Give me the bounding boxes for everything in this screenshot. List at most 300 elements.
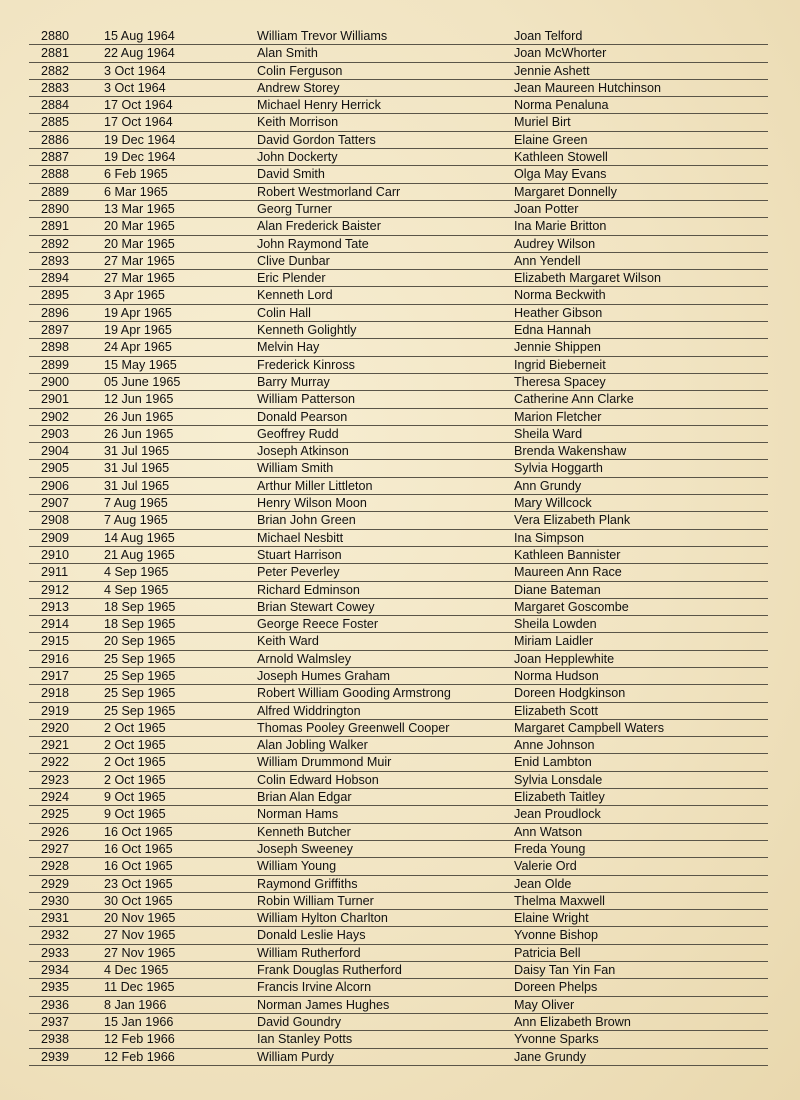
groom-name: Donald Leslie Hays (257, 928, 366, 943)
marriage-date: 31 Jul 1965 (104, 478, 170, 493)
marriage-date: 13 Mar 1965 (104, 201, 175, 216)
bride-name: Sheila Ward (514, 426, 583, 441)
table-row (29, 114, 768, 131)
bride-name: Jane Grundy (514, 1049, 587, 1064)
groom-name: Keith Ward (257, 634, 319, 649)
table-row (29, 305, 768, 322)
marriage-date: 30 Oct 1965 (104, 893, 173, 908)
marriage-date: 25 Sep 1965 (104, 668, 176, 683)
bride-name: Ina Simpson (514, 530, 585, 545)
bride-name: Ann Watson (514, 824, 583, 839)
bride-name: Olga May Evans (514, 167, 607, 182)
entry-number: 2880 (41, 29, 70, 43)
table-row (29, 166, 768, 183)
bride-name: Diane Bateman (514, 582, 601, 597)
table-row (29, 253, 768, 270)
marriage-register-table (29, 28, 768, 1066)
groom-name: Barry Murray (257, 374, 330, 389)
marriage-date: 16 Oct 1965 (104, 859, 173, 874)
bride-name: Daisy Tan Yin Fan (514, 963, 616, 978)
marriage-date: 8 Jan 1966 (104, 997, 167, 1012)
bride-name: Heather Gibson (514, 305, 603, 320)
groom-name: Henry Wilson Moon (257, 496, 367, 511)
table-row (29, 979, 768, 996)
bride-name: Enid Lambton (514, 755, 592, 770)
bride-name: Joan Potter (514, 201, 579, 216)
entry-number: 2931 (41, 911, 70, 926)
groom-name: Georg Turner (257, 201, 332, 216)
groom-name: Stuart Harrison (257, 547, 342, 562)
groom-name: Joseph Atkinson (257, 444, 349, 459)
groom-name: Michael Nesbitt (257, 530, 344, 545)
groom-name: Joseph Sweeney (257, 841, 353, 856)
groom-name: Norman Hams (257, 807, 339, 822)
bride-name: Valerie Ord (514, 859, 577, 874)
bride-name: Ina Marie Britton (514, 219, 607, 234)
groom-name: Norman James Hughes (257, 997, 390, 1012)
marriage-date: 21 Aug 1965 (104, 547, 175, 562)
bride-name: Marion Fletcher (514, 409, 602, 424)
bride-name: Brenda Wakenshaw (514, 444, 627, 459)
groom-name: William Patterson (257, 392, 355, 407)
bride-name: Kathleen Bannister (514, 547, 621, 562)
groom-name: Melvin Hay (257, 340, 320, 355)
entry-number: 2884 (41, 98, 70, 113)
groom-name: Alan Jobling Walker (257, 738, 368, 753)
bride-name: Muriel Birt (514, 115, 571, 130)
groom-name: Alan Frederick Baister (257, 219, 381, 234)
entry-number: 2881 (41, 46, 70, 61)
entry-number: 2918 (41, 686, 70, 701)
groom-name: Ian Stanley Potts (257, 1032, 353, 1047)
groom-name: William Purdy (257, 1049, 334, 1064)
table-row (29, 616, 768, 633)
marriage-date: 20 Nov 1965 (104, 911, 176, 926)
entry-number: 2911 (41, 565, 69, 580)
groom-name: Robert William Gooding Armstrong (257, 686, 451, 701)
table-row (29, 858, 768, 875)
bride-name: Sylvia Hoggarth (514, 461, 603, 476)
bride-name: Norma Hudson (514, 668, 599, 683)
marriage-date: 6 Mar 1965 (104, 184, 168, 199)
entry-number: 2924 (41, 790, 70, 805)
entry-number: 2893 (41, 253, 70, 268)
table-row (29, 633, 768, 650)
entry-number: 2894 (41, 271, 70, 286)
marriage-date: 25 Sep 1965 (104, 686, 176, 701)
marriage-date: 22 Aug 1964 (104, 46, 175, 61)
table-row (29, 997, 768, 1014)
groom-name: Keith Morrison (257, 115, 339, 130)
entry-number: 2927 (41, 841, 70, 856)
bride-name: Catherine Ann Clarke (514, 392, 634, 407)
marriage-date: 18 Sep 1965 (104, 617, 176, 632)
bride-name: Freda Young (514, 841, 586, 856)
bride-name: Vera Elizabeth Plank (514, 513, 631, 528)
marriage-date: 05 June 1965 (104, 374, 181, 389)
groom-name: Donald Pearson (257, 409, 348, 424)
table-row (29, 737, 768, 754)
table-row (29, 478, 768, 495)
entry-number: 2909 (41, 530, 70, 545)
entry-number: 2939 (41, 1049, 70, 1064)
entry-number: 2898 (41, 340, 70, 355)
bride-name: Margaret Campbell Waters (514, 720, 665, 735)
groom-name: Frank Douglas Rutherford (257, 963, 402, 978)
table-row (29, 582, 768, 599)
table-row (29, 236, 768, 253)
marriage-date: 20 Mar 1965 (104, 219, 175, 234)
marriage-date: 4 Dec 1965 (104, 963, 169, 978)
entry-number: 2904 (41, 444, 70, 459)
table-row (29, 1049, 768, 1066)
table-row (29, 789, 768, 806)
entry-number: 2930 (41, 893, 70, 908)
marriage-date: 7 Aug 1965 (104, 513, 168, 528)
marriage-date: 15 May 1965 (104, 357, 177, 372)
bride-name: Sheila Lowden (514, 617, 597, 632)
table-row (29, 841, 768, 858)
table-row (29, 45, 768, 62)
bride-name: Elaine Wright (514, 911, 589, 926)
bride-name: Yvonne Bishop (514, 928, 599, 943)
entry-number: 2892 (41, 236, 70, 251)
table-row (29, 357, 768, 374)
entry-number: 2903 (41, 426, 70, 441)
groom-name: Kenneth Butcher (257, 824, 351, 839)
entry-number: 2936 (41, 997, 70, 1012)
groom-name: Clive Dunbar (257, 253, 330, 268)
groom-name: George Reece Foster (257, 617, 379, 632)
entry-number: 2902 (41, 409, 70, 424)
groom-name: William Rutherford (257, 945, 361, 960)
entry-number: 2887 (41, 150, 70, 165)
groom-name: William Hylton Charlton (257, 911, 388, 926)
groom-name: Colin Ferguson (257, 63, 343, 78)
table-row (29, 962, 768, 979)
entry-number: 2905 (41, 461, 70, 476)
groom-name: William Smith (257, 461, 334, 476)
groom-name: Brian John Green (257, 513, 356, 528)
groom-name: John Dockerty (257, 150, 338, 165)
groom-name: Thomas Pooley Greenwell Cooper (257, 720, 450, 735)
groom-name: Robin William Turner (257, 893, 374, 908)
marriage-date: 12 Feb 1966 (104, 1049, 175, 1064)
table-row (29, 322, 768, 339)
table-row (29, 530, 768, 547)
marriage-date: 2 Oct 1965 (104, 755, 166, 770)
table-row (29, 97, 768, 114)
table-row (29, 495, 768, 512)
bride-name: Patricia Bell (514, 945, 581, 960)
marriage-date: 19 Apr 1965 (104, 323, 172, 338)
marriage-date: 2 Oct 1965 (104, 720, 166, 735)
groom-name: Brian Alan Edgar (257, 790, 352, 805)
table-row (29, 754, 768, 771)
bride-name: Mary Willcock (514, 496, 592, 511)
groom-name: David Gordon Tatters (257, 132, 376, 147)
marriage-date: 25 Sep 1965 (104, 651, 176, 666)
groom-name: Andrew Storey (257, 80, 340, 95)
marriage-date: 26 Jun 1965 (104, 426, 174, 441)
entry-number: 2907 (41, 496, 70, 511)
marriage-date: 2 Oct 1965 (104, 738, 166, 753)
entry-number: 2937 (41, 1014, 70, 1029)
bride-name: Ann Yendell (514, 253, 581, 268)
table-row (29, 80, 768, 97)
bride-name: Audrey Wilson (514, 236, 596, 251)
bride-name: Margaret Goscombe (514, 599, 629, 614)
table-row (29, 409, 768, 426)
bride-name: Miriam Laidler (514, 634, 594, 649)
entry-number: 2888 (41, 167, 70, 182)
entry-number: 2910 (41, 547, 70, 562)
table-row (29, 201, 768, 218)
groom-name: Eric Plender (257, 271, 326, 286)
entry-number: 2928 (41, 859, 70, 874)
table-row (29, 876, 768, 893)
marriage-date: 4 Sep 1965 (104, 582, 169, 597)
table-row (29, 703, 768, 720)
bride-name: Doreen Phelps (514, 980, 598, 995)
marriage-date: 19 Dec 1964 (104, 150, 176, 165)
bride-name: Joan Telford (514, 29, 583, 43)
marriage-date: 19 Apr 1965 (104, 305, 172, 320)
groom-name: William Young (257, 859, 337, 874)
entry-number: 2934 (41, 963, 70, 978)
bride-name: Norma Beckwith (514, 288, 606, 303)
bride-name: Jean Maureen Hutchinson (514, 80, 662, 95)
entry-number: 2920 (41, 720, 70, 735)
entry-number: 2882 (41, 63, 70, 78)
marriage-date: 14 Aug 1965 (104, 530, 175, 545)
marriage-date: 19 Dec 1964 (104, 132, 176, 147)
table-row (29, 512, 768, 529)
bride-name: Thelma Maxwell (514, 893, 605, 908)
marriage-date: 27 Mar 1965 (104, 271, 175, 286)
groom-name: Colin Hall (257, 305, 311, 320)
table-row (29, 685, 768, 702)
table-row (29, 443, 768, 460)
entry-number: 2913 (41, 599, 70, 614)
bride-name: Jennie Ashett (514, 63, 590, 78)
table-row (29, 149, 768, 166)
marriage-date: 4 Sep 1965 (104, 565, 169, 580)
groom-name: Frederick Kinross (257, 357, 355, 372)
groom-name: William Drummond Muir (257, 755, 392, 770)
entry-number: 2908 (41, 513, 70, 528)
marriage-date: 3 Apr 1965 (104, 288, 165, 303)
marriage-date: 16 Oct 1965 (104, 841, 173, 856)
entry-number: 2925 (41, 807, 70, 822)
marriage-date: 27 Nov 1965 (104, 928, 176, 943)
entry-number: 2921 (41, 738, 70, 753)
marriage-date: 27 Mar 1965 (104, 253, 175, 268)
marriage-date: 3 Oct 1964 (104, 63, 166, 78)
table-row (29, 547, 768, 564)
marriage-date: 18 Sep 1965 (104, 599, 176, 614)
entry-number: 2890 (41, 201, 70, 216)
groom-name: Raymond Griffiths (257, 876, 358, 891)
table-row (29, 599, 768, 616)
groom-name: Peter Peverley (257, 565, 340, 580)
groom-name: John Raymond Tate (257, 236, 369, 251)
table-row (29, 945, 768, 962)
marriage-date: 17 Oct 1964 (104, 98, 173, 113)
table-row (29, 1014, 768, 1031)
bride-name: Elizabeth Scott (514, 703, 599, 718)
groom-name: Richard Edminson (257, 582, 360, 597)
table-row (29, 218, 768, 235)
entry-number: 2885 (41, 115, 70, 130)
table-row (29, 668, 768, 685)
groom-name: Arthur Miller Littleton (257, 478, 373, 493)
bride-name: Kathleen Stowell (514, 150, 608, 165)
marriage-date: 31 Jul 1965 (104, 461, 170, 476)
marriage-date: 3 Oct 1964 (104, 80, 166, 95)
table-row (29, 824, 768, 841)
entry-number: 2932 (41, 928, 70, 943)
table-row (29, 374, 768, 391)
table-row (29, 63, 768, 80)
bride-name: Sylvia Lonsdale (514, 772, 603, 787)
bride-name: Maureen Ann Race (514, 565, 622, 580)
marriage-date: 15 Jan 1966 (104, 1014, 174, 1029)
table-row (29, 28, 768, 45)
table-row (29, 772, 768, 789)
marriage-date: 11 Dec 1965 (104, 980, 175, 995)
marriage-date: 23 Oct 1965 (104, 876, 173, 891)
marriage-date: 25 Sep 1965 (104, 703, 176, 718)
entry-number: 2886 (41, 132, 70, 147)
table-row (29, 339, 768, 356)
groom-name: Alan Smith (257, 46, 318, 61)
bride-name: Jennie Shippen (514, 340, 601, 355)
groom-name: Arnold Walmsley (257, 651, 352, 666)
entry-number: 2935 (41, 980, 70, 995)
marriage-date: 9 Oct 1965 (104, 807, 166, 822)
table-row (29, 460, 768, 477)
bride-name: May Oliver (514, 997, 575, 1012)
marriage-date: 24 Apr 1965 (104, 340, 172, 355)
table-row (29, 287, 768, 304)
bride-name: Theresa Spacey (514, 374, 606, 389)
entry-number: 2912 (41, 582, 70, 597)
bride-name: Elaine Green (514, 132, 588, 147)
bride-name: Edna Hannah (514, 323, 592, 338)
marriage-date: 9 Oct 1965 (104, 790, 166, 805)
entry-number: 2906 (41, 478, 70, 493)
marriage-date: 2 Oct 1965 (104, 772, 166, 787)
entry-number: 2900 (41, 374, 70, 389)
marriage-date: 20 Mar 1965 (104, 236, 175, 251)
table-row (29, 426, 768, 443)
groom-name: Robert Westmorland Carr (257, 184, 401, 199)
bride-name: Joan Hepplewhite (514, 651, 615, 666)
groom-name: Michael Henry Herrick (257, 98, 381, 113)
bride-name: Ann Elizabeth Brown (514, 1014, 631, 1029)
entry-number: 2917 (41, 668, 70, 683)
groom-name: Brian Stewart Cowey (257, 599, 375, 614)
groom-name: Alfred Widdrington (257, 703, 361, 718)
table-row (29, 651, 768, 668)
marriage-date: 31 Jul 1965 (104, 444, 170, 459)
bride-name: Ingrid Bieberneit (514, 357, 606, 372)
marriage-date: 7 Aug 1965 (104, 496, 168, 511)
groom-name: Kenneth Golightly (257, 323, 357, 338)
bride-name: Margaret Donnelly (514, 184, 617, 199)
table-row (29, 927, 768, 944)
entry-number: 2919 (41, 703, 70, 718)
entry-number: 2889 (41, 184, 70, 199)
table-row (29, 564, 768, 581)
bride-name: Elizabeth Margaret Wilson (514, 271, 661, 286)
bride-name: Anne Johnson (514, 738, 595, 753)
bride-name: Norma Penaluna (514, 98, 609, 113)
groom-name: Geoffrey Rudd (257, 426, 339, 441)
marriage-date: 26 Jun 1965 (104, 409, 174, 424)
bride-name: Joan McWhorter (514, 46, 607, 61)
bride-name: Jean Proudlock (514, 807, 601, 822)
table-row (29, 720, 768, 737)
entry-number: 2901 (41, 392, 70, 407)
groom-name: David Smith (257, 167, 325, 182)
marriage-date: 12 Jun 1965 (104, 392, 174, 407)
entry-number: 2933 (41, 945, 70, 960)
marriage-date: 20 Sep 1965 (104, 634, 176, 649)
marriage-date: 16 Oct 1965 (104, 824, 173, 839)
entry-number: 2916 (41, 651, 70, 666)
table-row (29, 910, 768, 927)
entry-number: 2891 (41, 219, 70, 234)
entry-number: 2915 (41, 634, 70, 649)
groom-name: Colin Edward Hobson (257, 772, 379, 787)
marriage-date: 17 Oct 1964 (104, 115, 173, 130)
marriage-date: 15 Aug 1964 (104, 29, 175, 43)
table-row (29, 132, 768, 149)
entry-number: 2896 (41, 305, 70, 320)
entry-number: 2926 (41, 824, 70, 839)
table-row (29, 184, 768, 201)
groom-name: Joseph Humes Graham (257, 668, 390, 683)
entry-number: 2883 (41, 80, 70, 95)
table-row (29, 1031, 768, 1048)
table-row (29, 270, 768, 287)
groom-name: Francis Irvine Alcorn (257, 980, 372, 995)
entry-number: 2914 (41, 617, 70, 632)
entry-number: 2923 (41, 772, 70, 787)
bride-name: Elizabeth Taitley (514, 790, 605, 805)
bride-name: Ann Grundy (514, 478, 582, 493)
entry-number: 2929 (41, 876, 70, 891)
entry-number: 2938 (41, 1032, 70, 1047)
table-row (29, 806, 768, 823)
marriage-date: 27 Nov 1965 (104, 945, 176, 960)
bride-name: Jean Olde (514, 876, 572, 891)
groom-name: Kenneth Lord (257, 288, 333, 303)
entry-number: 2897 (41, 323, 70, 338)
marriage-date: 12 Feb 1966 (104, 1032, 175, 1047)
table-row (29, 893, 768, 910)
marriage-date: 6 Feb 1965 (104, 167, 168, 182)
entry-number: 2922 (41, 755, 70, 770)
bride-name: Yvonne Sparks (514, 1032, 599, 1047)
bride-name: Doreen Hodgkinson (514, 686, 626, 701)
entry-number: 2899 (41, 357, 70, 372)
table-row (29, 391, 768, 408)
groom-name: David Goundry (257, 1014, 341, 1029)
groom-name: William Trevor Williams (257, 29, 388, 43)
